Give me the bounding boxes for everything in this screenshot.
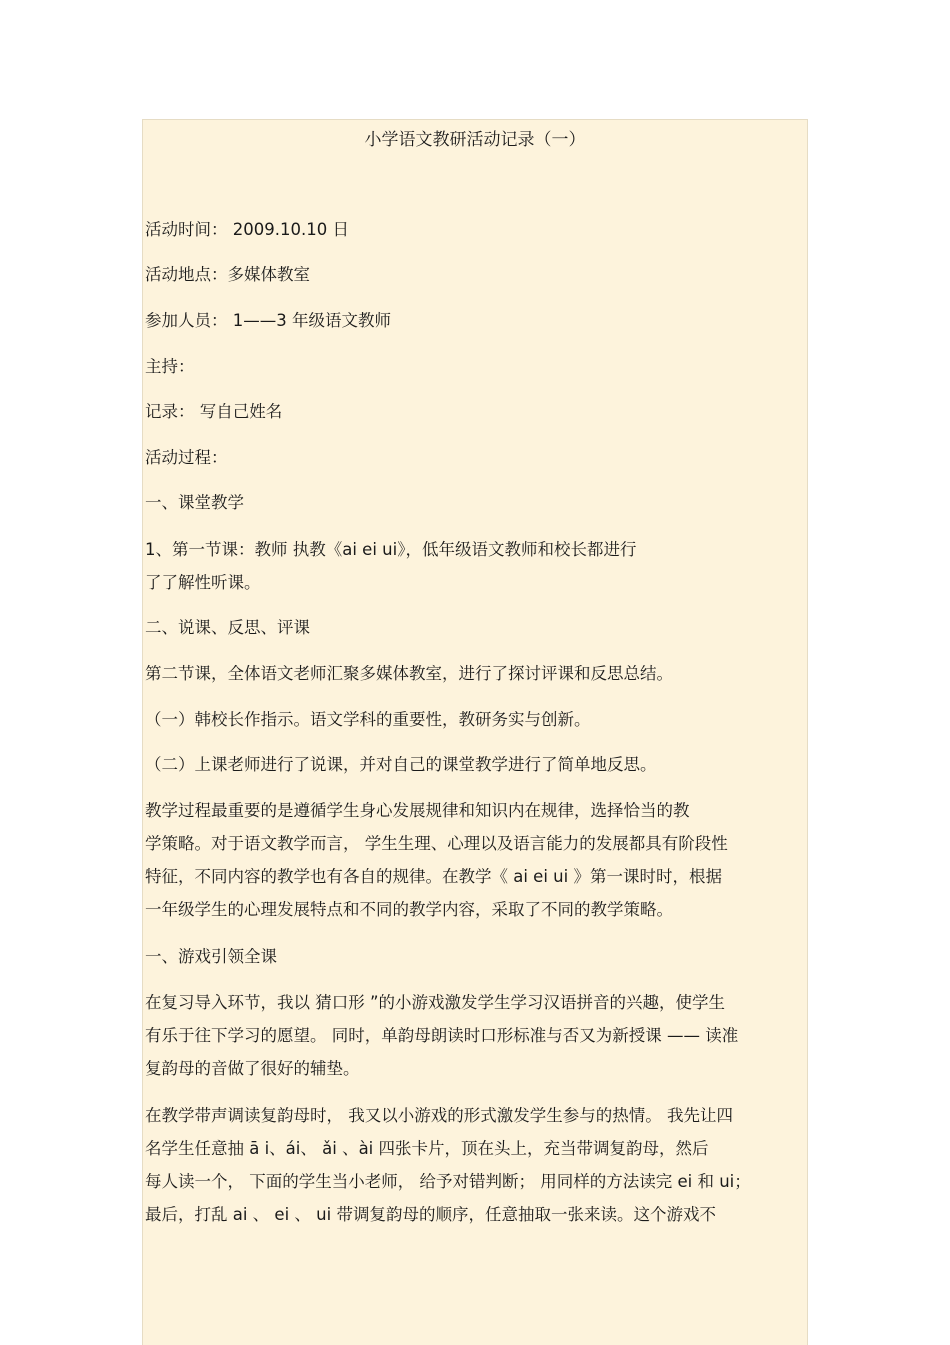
item-first-lesson [145, 533, 807, 599]
section-heading-2: 二、说课、反思、评课 [145, 618, 310, 637]
paragraph-line: 在复习导入环节，我以 猜口形 ”的小游戏激发学生学习汉语拼音的兴趣，使学生 [145, 993, 726, 1012]
paragraph-line: 一年级学生的心理发展特点和不同的教学内容，采取了不同的教学策略。 [145, 900, 673, 919]
section-heading-game: 一、游戏引领全课 [145, 947, 277, 966]
paragraph-line: 每人读一个， 下面的学生当小老师， 给予对错判断； 用同样的方法读完 ei 和 ui； [145, 1172, 751, 1191]
document-page [142, 119, 808, 1345]
paragraph-line: 最后，打乱 ai 、 ei 、 ui 带调复韵母的顺序，任意抽取一张来读。这个游戏不 [145, 1205, 716, 1224]
sub-item-1: （一）韩校长作指示。语文学科的重要性，教研务实与创新。 [145, 710, 591, 729]
paragraph-teaching-strategy [145, 794, 807, 926]
paragraph-line: 特征，不同内容的教学也有各自的规律。在教学《 ai ei ui 》第一课时时，根据 [145, 867, 722, 886]
paragraph-line: 有乐于往下学习的愿望。 同时，单韵母朗读时口形标准与否又为新授课 —— 读准 [145, 1026, 739, 1045]
activity-location: 活动地点：多媒体教室 [145, 265, 310, 284]
paragraph-line: 1、第一节课：教师 执教《ai ei ui》，低年级语文教师和校长都进行 [145, 540, 637, 559]
section-heading-1: 一、课堂教学 [145, 493, 244, 512]
activity-process: 活动过程： [145, 448, 228, 467]
paragraph-review [145, 986, 807, 1085]
second-lesson-text: 第二节课，全体语文老师汇聚多媒体教室，进行了探讨评课和反思总结。 [145, 664, 673, 683]
paragraph-line: 学策略。对于语文教学而言， 学生生理、心理以及语言能力的发展都具有阶段性 [145, 834, 728, 853]
paragraph-line: 了了解性听课。 [145, 573, 261, 592]
paragraph-tones-game [145, 1099, 807, 1231]
activity-time: 活动时间： 2009.10.10 日 [145, 220, 349, 239]
paragraph-line: 在教学带声调读复韵母时， 我又以小游戏的形式激发学生参与的热情。 我先让四 [145, 1106, 733, 1125]
host: 主持： [145, 357, 195, 376]
participants: 参加人员： 1——3 年级语文教师 [145, 311, 391, 330]
recorder: 记录： 写自己姓名 [145, 402, 283, 421]
sub-item-2: （二）上课老师进行了说课，并对自己的课堂教学进行了简单地反思。 [145, 755, 657, 774]
paragraph-line: 教学过程最重要的是遵循学生身心发展规律和知识内在规律，选择恰当的教 [145, 801, 690, 820]
paragraph-line: 名学生任意抽 ā i、ái、 ǎi 、ài 四张卡片，顶在头上，充当带调复韵母，然后 [145, 1139, 709, 1158]
paragraph-line: 复韵母的音做了很好的辅垫。 [145, 1059, 360, 1078]
document-title: 小学语文教研活动记录（一） [364, 130, 586, 150]
